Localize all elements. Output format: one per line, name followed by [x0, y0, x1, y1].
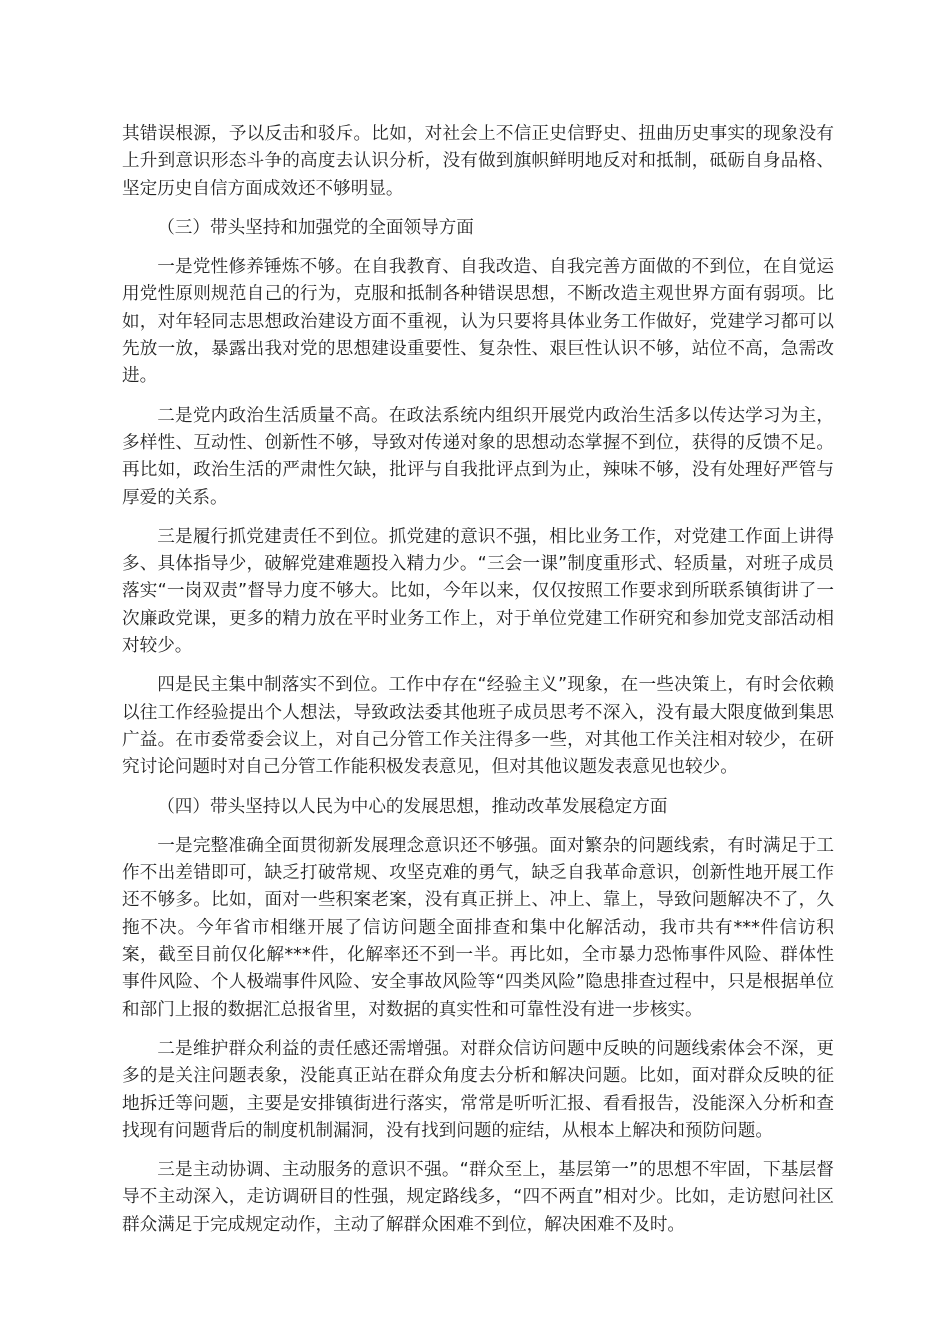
paragraph-active-service: 三是主动协调、主动服务的意识不强。“群众至上，基层第一”的思想不牢固，下基层督导不主动深入，走访调研目的性强，规定路线多，“四不两直”相对少。比如，走访慰问社区群众满足于完成规定动作，主动了解群众困难不到位，解决困难不及时。	[122, 1160, 834, 1235]
document-body	[122, 121, 834, 1251]
paragraph-development-concept: 一是完整准确全面贯彻新发展理念意识还不够强。面对繁杂的问题线索，有时满足于工作不出差错即可，缺乏打破常规、攻坚克难的勇气，缺乏自我革命意识，创新性地开展工作还不够多。比如，面对一些积案老案，没有真正拼上、冲上、靠上，导致问题解决不了，久拖不决。今年省市相继开展了信访问题全面排查和集中化解活动，我市共有***件信访积案，截至目前仅化解***件，化解率还不到一半。再比如，全市暴力恐怖事件风险、群体性事件风险、个人极端事件风险、安全事故风险等“四类风险”隐患排查过程中，只是根据单位和部门上报的数据汇总报省里，对数据的真实性和可靠性没有进一步核实。	[122, 835, 834, 1020]
paragraph-democratic-centralism: 四是民主集中制落实不到位。工作中存在“经验主义”现象，在一些决策上，有时会依赖以往工作经验提出个人想法，导致政法委其他班子成员思考不深入，没有最大限度做到集思广益。在市委常委会议上，对自己分管工作关注得多一些，对其他工作关注相对较少，在研究讨论问题时对自己分管工作能积极发表意见，但对其他议题发表意见也较少。	[122, 675, 834, 778]
paragraph-party-building: 三是履行抓党建责任不到位。抓党建的意识不强，相比业务工作，对党建工作面上讲得多、具体指导少，破解党建难题投入精力少。“三会一课”制度重形式、轻质量，对班子成员落实“一岗双责”督导力度不够大。比如，今年以来，仅仅按照工作要求到所联系镇街讲了一次廉政党课，更多的精力放在平时业务工作上，对于单位党建工作研究和参加党支部活动相对较少。	[122, 526, 834, 657]
paragraph-public-interest: 二是维护群众利益的责任感还需增强。对群众信访问题中反映的问题线索体会不深，更多的是关注问题表象，没能真正站在群众角度去分析和解决问题。比如，面对群众反映的征地拆迁等问题，主要是安排镇街进行落实，常常是听听汇报、看看报告，没能深入分析和查找现有问题背后的制度机制漏洞，没有找到问题的症结，从根本上解决和预防问题。	[122, 1038, 834, 1141]
section-heading-four: （四）带头坚持以人民为中心的发展思想，推动改革发展稳定方面	[157, 796, 668, 817]
paragraph-political-life: 二是党内政治生活质量不高。在政法系统内组织开展党内政治生活多以传达学习为主，多样性、互动性、创新性不够，导致对传递对象的思想动态掌握不到位，获得的反馈不足。再比如，政治生活的严肃性欠缺，批评与自我批评点到为止，辣味不够，没有处理好严管与厚爱的关系。	[122, 405, 834, 508]
section-heading-three: （三）带头坚持和加强党的全面领导方面	[157, 217, 474, 238]
paragraph-continuation: 其错误根源，予以反击和驳斥。比如，对社会上不信正史信野史、扭曲历史事实的现象没有上升到意识形态斗争的高度去认识分析，没有做到旗帜鲜明地反对和抵制，砥砺自身品格、坚定历史自信方面成效还不够明显。	[122, 124, 834, 199]
paragraph-party-spirit: 一是党性修养锤炼不够。在自我教育、自我改造、自我完善方面做的不到位，在自觉运用党性原则规范自己的行为，克服和抵制各种错误思想，不断改造主观世界方面有弱项。比如，对年轻同志思想政治建设方面不重视，认为只要将具体业务工作做好，党建学习都可以先放一放，暴露出我对党的思想建设重要性、复杂性、艰巨性认识不够，站位不高，急需改进。	[122, 257, 834, 387]
